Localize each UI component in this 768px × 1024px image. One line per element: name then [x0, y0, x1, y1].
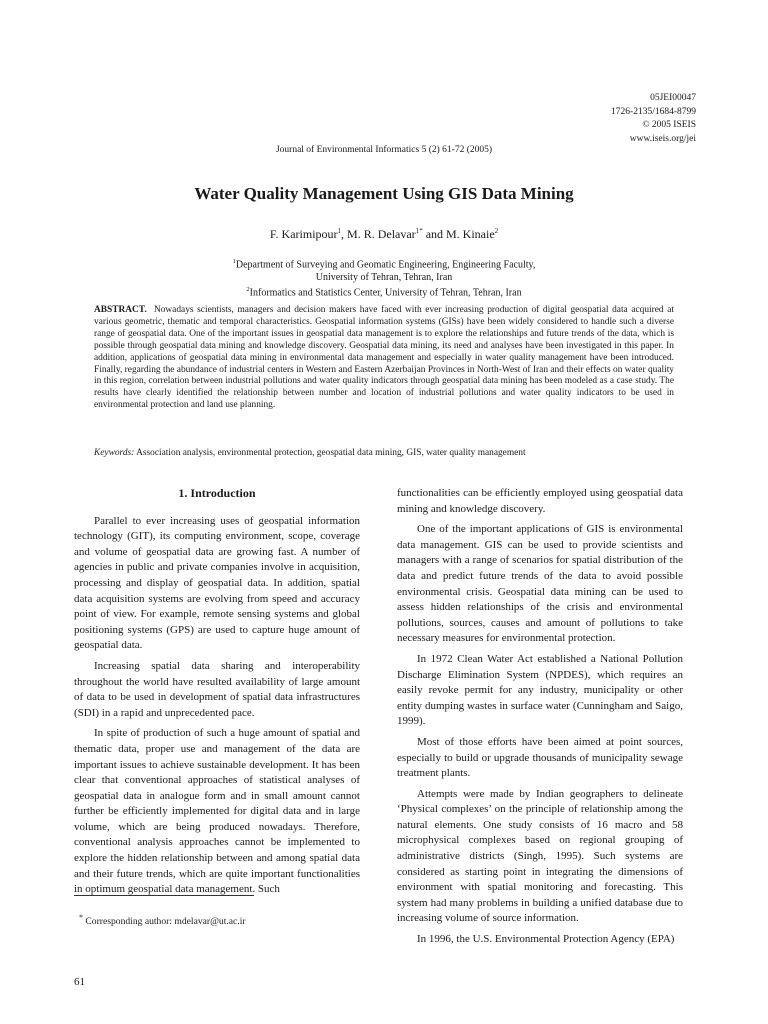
- footnote-text: Corresponding author: mdelavar@ut.ac.ir: [85, 916, 246, 928]
- paragraph: In 1972 Clean Water Act established a National Pollution Discharge Elimination System (NPDES), which requires an easily revoke permit for any industry, municipality or other entity dumping wastes in surface water (Cunningham and Saigo, 1999).: [397, 652, 683, 728]
- abstract-label: ABSTRACT.: [94, 305, 147, 315]
- keywords-label: Keywords:: [94, 448, 135, 458]
- paragraph: functionalities can be efficiently employed using geospatial data mining and knowledge discovery.: [397, 487, 683, 515]
- affiliation-marker: 1: [232, 258, 236, 265]
- copyright: © 2005 ISEIS: [642, 120, 696, 130]
- affiliation-marker: 1*: [415, 227, 423, 235]
- paragraph: One of the important applications of GIS is environmental data management. GIS can be used to provide scientists and managers with a range of scenarios for spatial distribution of the data and predict future trends of the data to avoid possible environmental crisis. Geospatial data mining can be used to assess hidden relationships of the crisis and environmental pollutions, sources, causes and amount of pollutions to take necessary measures for environmental protection.: [397, 523, 683, 645]
- page-number: 61: [74, 976, 85, 988]
- affiliation-marker: 2: [494, 227, 499, 235]
- abstract-text: Nowadays scientists, managers and decision makers have faced with ever increasing production of digital geospatial data acquired at various geometric, thematic and temporal characteristics. Geospatial information systems (GISs) have been widely considered to handle such a diverse range of geospatial data. One of the important issues in geospatial data management is to explore the relationships and future trends of the data, which is possible through geospatial data mining and knowledge discovery. Geospatial data mining, its need and analyses have been investigated in this paper. In addition, applications of geospatial data mining in environmental data management and especially in water quality management have been introduced. Finally, regarding the abundance of industrial centers in Western and Eastern Azerbaijan Provinces in North-West of Iran and their effects on water quality in this region, correlation between industrial pollutions and water quality indicators through geospatial data mining has been modeled as a case study. The results have clearly identified the relationship between number and location of industrial pollutions and water quality indicators to be used in environmental protection and land use planning.: [94, 305, 674, 411]
- paragraph: Most of those efforts have been aimed at point sources, especially to build or upgrade thousands of municipality sewage treatment plants.: [397, 735, 683, 780]
- article-code: 05JEI00047: [650, 93, 696, 103]
- paragraph: Attempts were made by Indian geographers to delineate ‘Physical complexes’ on the principle of relationship among the natural elements. One study consists of 16 macro and 58 microphysical complexes based on regional grouping of administrative districts (Singh, 1995). Such systems are considered as starting point in integrating the dimensions of environment with spatial monitoring and forecasting. This system had many problems in building a unified database due to increasing volume of source information.: [397, 787, 683, 925]
- left-column: [74, 486, 360, 903]
- author-separator: ,: [341, 227, 348, 241]
- affiliations: [0, 256, 768, 300]
- affiliation-1: [0, 256, 768, 272]
- affiliation-marker: 1: [337, 227, 342, 235]
- paragraph: Parallel to ever increasing uses of geospatial information technology (GIT), its computing environment, scope, coverage and volume of geospatial data are growing fast. A number of agencies in public and private companies involve in acquisition, processing and display of geospatial data. In addition, spatial data acquisition systems are evolving from speed and accuracy point of view. For example, remote sensing systems and global positioning systems (GPS) are used to capture huge amount of geospatial data.: [74, 514, 360, 652]
- paragraph: In spite of production of such a huge amount of spatial and thematic data, proper use and management of the data are important issues to achieve sustainable development. It has been clear that conventional approaches of statistical analyses of geospatial data in analogue form and in small amount cannot further be efficiently implemented for digital data and in large volume, which are being produced nowadays. Therefore, conventional analysis approaches cannot be implemented to explore the hidden relationship between and among spatial data and their future trends, which are quite important functionalities in optimum geospatial data management. Such: [74, 727, 360, 896]
- section-heading: 1. Introduction: [178, 486, 256, 500]
- author-name: M. Kinaie: [446, 227, 495, 241]
- affiliation-marker: 2: [246, 286, 250, 294]
- paragraph: Increasing spatial data sharing and interoperability throughout the world have resulted availability of large amount of data to be used in development of spatial data infrastructures (SDI) in a rapid and unprecedented pace.: [74, 659, 360, 719]
- footnote-divider: [74, 895, 254, 896]
- affiliation-text: Informatics and Statistics Center, University of Tehran, Tehran, Iran: [249, 287, 522, 299]
- author-name: F. Karimipour: [269, 227, 338, 241]
- affiliation-2: [0, 284, 768, 300]
- journal-url: www.iseis.org/jei: [629, 133, 696, 144]
- paragraph: In 1996, the U.S. Environmental Protection Agency (EPA): [417, 933, 675, 946]
- author-separator: and: [422, 227, 447, 241]
- journal-citation: Journal of Environmental Informatics 5 (2) 61-72 (2005): [275, 145, 493, 155]
- publication-meta: [611, 92, 696, 146]
- affiliation-text: Department of Surveying and Geomatic Engineering, Engineering Faculty,: [235, 259, 536, 271]
- right-column: [397, 486, 683, 953]
- keywords: [94, 447, 674, 459]
- author-list: [0, 227, 768, 242]
- keywords-text: Association analysis, environmental protection, geospatial data mining, GIS, water quality management: [136, 448, 526, 458]
- author-name: M. R. Delavar: [347, 227, 416, 241]
- affiliation-1-line-2: University of Tehran, Tehran, Iran: [315, 271, 453, 283]
- footnote: [79, 913, 246, 927]
- paper-title: Water Quality Management Using GIS Data Mining: [194, 184, 574, 203]
- abstract: [94, 305, 674, 412]
- issn: 1726-2135/1684-8799: [611, 106, 696, 117]
- footnote-marker: *: [79, 913, 83, 922]
